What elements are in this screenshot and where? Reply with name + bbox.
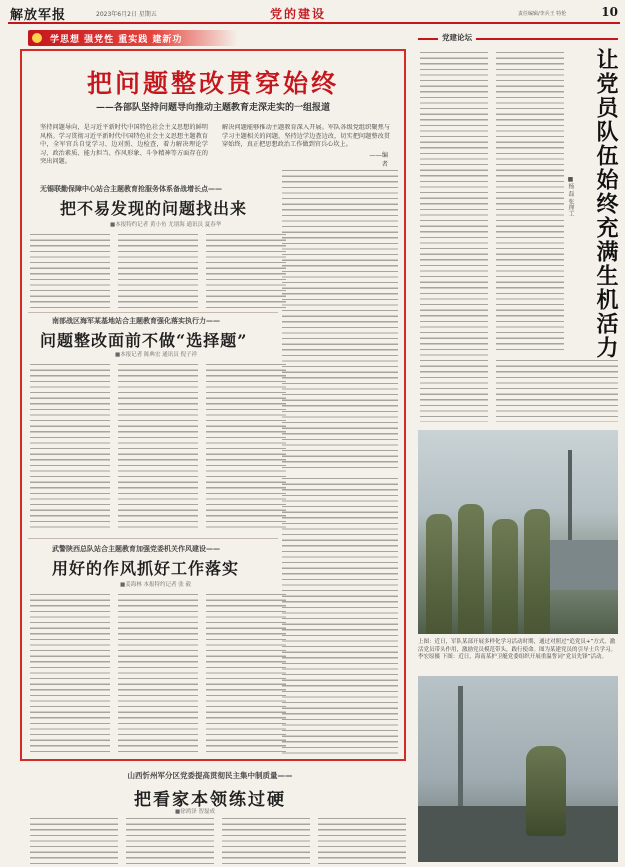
story2-body [30, 364, 286, 532]
section-divider [28, 538, 278, 539]
text-column [30, 234, 110, 308]
photo-caption: 上图：近日，军队某部开展多样化学习活动时期，通过对照过“追党员+”方式，激活党员带头作用，激励党员模范带头，践行使命。图为某建党员的引导士兵学习。 李宏原摄 下图：近日，海南某护卫艇党委组织开展重温誓词“党员先锋”活动。 [418, 639, 617, 660]
story2-byline: ■本报记者 陈典宏 通讯员 倪子祥 [115, 352, 197, 358]
lead-title: 把问题整改贯穿始终 [86, 69, 339, 98]
text-column [282, 478, 398, 754]
text-column [206, 364, 286, 532]
story3-body [30, 594, 286, 754]
text-column [420, 52, 488, 422]
campaign-banner [28, 30, 238, 46]
masthead: 解放军报 [10, 8, 67, 23]
story2-body-right [282, 478, 398, 754]
story2-kicker: 南部战区海军某基地站合主题教育强化落实执行力—— [52, 317, 220, 325]
story3-kicker: 武警陕西总队站合主题教育加强党委机关作风建设—— [52, 545, 220, 553]
text-column [126, 818, 214, 864]
story4-body [30, 818, 406, 864]
text-column [118, 234, 198, 308]
story1-title: 把不易发现的问题找出来 [60, 199, 248, 218]
commentary-tag: 党建论坛 [438, 32, 476, 43]
text-column [206, 594, 286, 754]
commentary-author: ■杨 磊 张理工 [567, 176, 574, 217]
story1-body [30, 234, 286, 308]
story3-byline: ■姜海林 本报特约记者 张 毅 [120, 582, 191, 588]
story3-title: 用好的作风抓好工作落实 [52, 559, 240, 578]
section-divider [28, 312, 278, 313]
text-column [222, 818, 310, 864]
party-emblem-icon [32, 33, 42, 43]
text-column [282, 170, 398, 472]
editors-line: 责任编辑/李兵王 特伦 [518, 11, 567, 17]
story4-title: 把看家本领练过硬 [134, 790, 286, 810]
story1-byline: ■本报特约记者 黄小鱼 尤朋海 通讯员 夏春华 [110, 222, 222, 228]
text-column [30, 364, 110, 532]
ship-deck-photo [418, 676, 618, 862]
text-column [118, 364, 198, 532]
text-column [30, 594, 110, 754]
deck-shape [418, 806, 618, 862]
editor-note: ——编者 [369, 152, 388, 168]
commentary-body-tail [496, 360, 618, 422]
soldiers-photo [418, 430, 618, 634]
lead-intro-left: 坚持问题导向，是习近平新时代中国特色社会主义思想的鲜明风格。学习贯彻习近平新时代中国特色社会主义思想主题教育中，全军官兵自觉学习、边对照、边检查，着力解决理论学习、政治素质、能力担当、作风形象、斗争精神等方面存在的突出问题。 [40, 124, 208, 165]
story1-body-right [282, 170, 398, 472]
soldier-figure [492, 519, 518, 634]
lead-subtitle: ——各部队坚持问题导向推动主题教育走深走实的一组报道 [95, 103, 330, 113]
text-column [496, 360, 618, 422]
soldier-figure [458, 504, 484, 634]
banner-text: 学思想 强党性 重实践 建新功 [50, 35, 183, 45]
soldier-figure [426, 514, 452, 634]
page-number: 10 [601, 5, 618, 19]
text-column [118, 594, 198, 754]
text-column [496, 52, 564, 352]
soldier-figure [526, 746, 566, 836]
section-title: 党的建设 [270, 7, 327, 21]
story2-title: 问题整改面前不做“选择题” [40, 331, 248, 350]
ship-shape [538, 540, 618, 590]
mast-shape [458, 686, 463, 806]
text-column [318, 818, 406, 864]
page-header [8, 4, 620, 24]
story4-byline: ■徐鸿泽 智磊成 [175, 809, 215, 815]
text-column [206, 234, 286, 308]
commentary-header [418, 32, 618, 46]
text-column [30, 818, 118, 864]
lead-intro-right: 解决问题能够推动主题教育深入开展。军队各级党组织聚焦与学习主题相关的问题，坚持边学边查边改，切实把问题整改贯穿始终，真正把思想政治工作做到官兵心坎上。 [222, 124, 390, 148]
story4-kicker: 山西忻州军分区党委提高贯彻民主集中制质量—— [127, 771, 293, 780]
commentary-title: 让党员队伍始终充满生机活力 [593, 48, 619, 360]
issue-date: 2023年6月2日 星期五 [96, 11, 157, 18]
story1-kicker: 无锡联勤保障中心站合主题教育抢服务体系备战增长点—— [40, 185, 222, 193]
soldier-figure [524, 509, 550, 634]
